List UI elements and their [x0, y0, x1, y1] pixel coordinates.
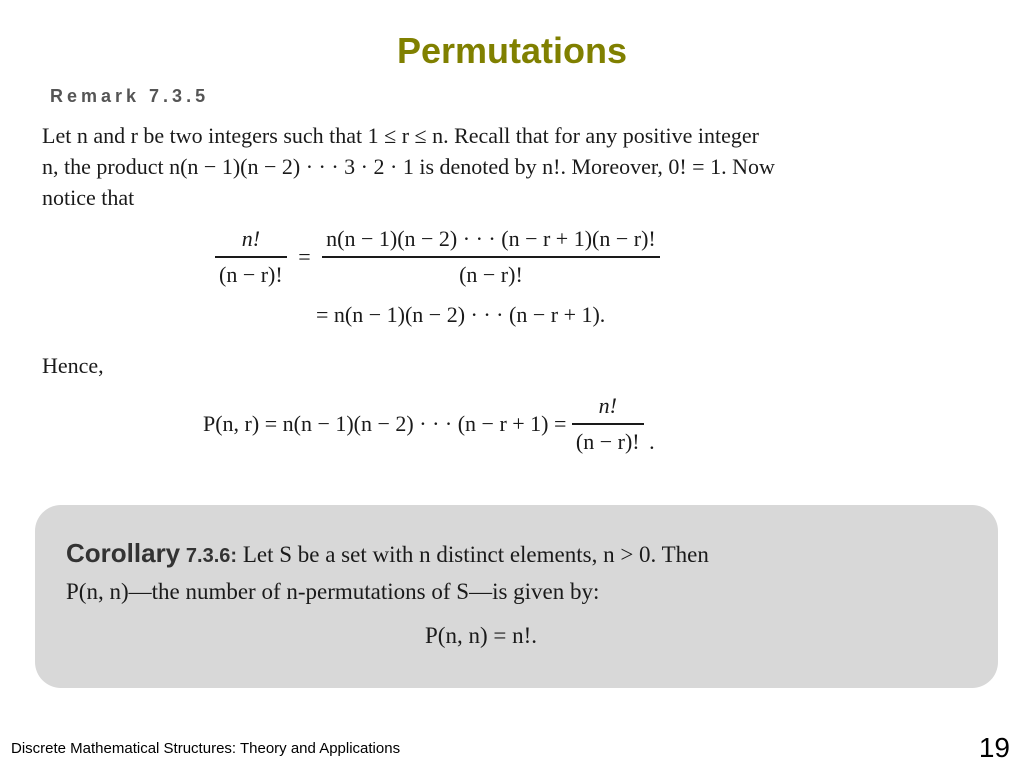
slide-title: Permutations [396, 30, 628, 71]
corollary-number: 7.3.6: [185, 545, 238, 567]
hence-text: Hence, [42, 353, 104, 378]
remark-intro-line-1: Let n and r be two integers such that 1 ≤ r ≤ n. Recall that for any positive integer [42, 123, 759, 148]
eq2-period: . [649, 429, 655, 454]
equation-1 [215, 226, 660, 288]
corollary-content [66, 535, 966, 654]
corollary-label: Corollary [66, 538, 181, 568]
corollary-text-line-1: Let S be a set with n distinct elements, n > 0. Then [242, 542, 709, 567]
page-number: 19 [978, 732, 1010, 763]
eq2-numerator: n! [572, 393, 644, 425]
eq1-lhs-numerator: n! [215, 226, 287, 258]
eq1-rhs-denominator: (n − r)! [459, 262, 523, 287]
slide-footer: Discrete Mathematical Structures: Theory and Applications [11, 740, 401, 757]
remark-intro [42, 120, 972, 213]
eq1-rhs-fraction [322, 226, 660, 288]
eq1-equals: = [298, 244, 311, 269]
equation-2 [203, 393, 655, 455]
eq2-left: P(n, r) = n(n − 1)(n − 2) · · · (n − r + 1) = [203, 411, 567, 436]
eq2-denominator: (n − r)! [575, 429, 640, 454]
equation-1-line-2: = n(n − 1)(n − 2) · · · (n − r + 1). [316, 302, 606, 327]
corollary-formula: P(n, n) = n!. [425, 623, 537, 648]
remark-intro-line-2: n, the product n(n − 1)(n − 2) · · · 3 · 2 · 1 is denoted by n!. Moreover, 0! = 1. Now [42, 154, 775, 179]
remark-heading: Remark 7.3.5 [50, 86, 210, 106]
corollary-text-line-2: P(n, n)—the number of n-permutations of S—is given by: [66, 579, 600, 604]
eq1-lhs-fraction [215, 226, 287, 288]
remark-intro-line-3: notice that [42, 185, 135, 210]
eq2-fraction [572, 393, 644, 455]
eq1-rhs-numerator: n(n − 1)(n − 2) · · · (n − r + 1)(n − r)! [322, 226, 660, 258]
eq1-lhs-denominator: (n − r)! [219, 262, 283, 287]
